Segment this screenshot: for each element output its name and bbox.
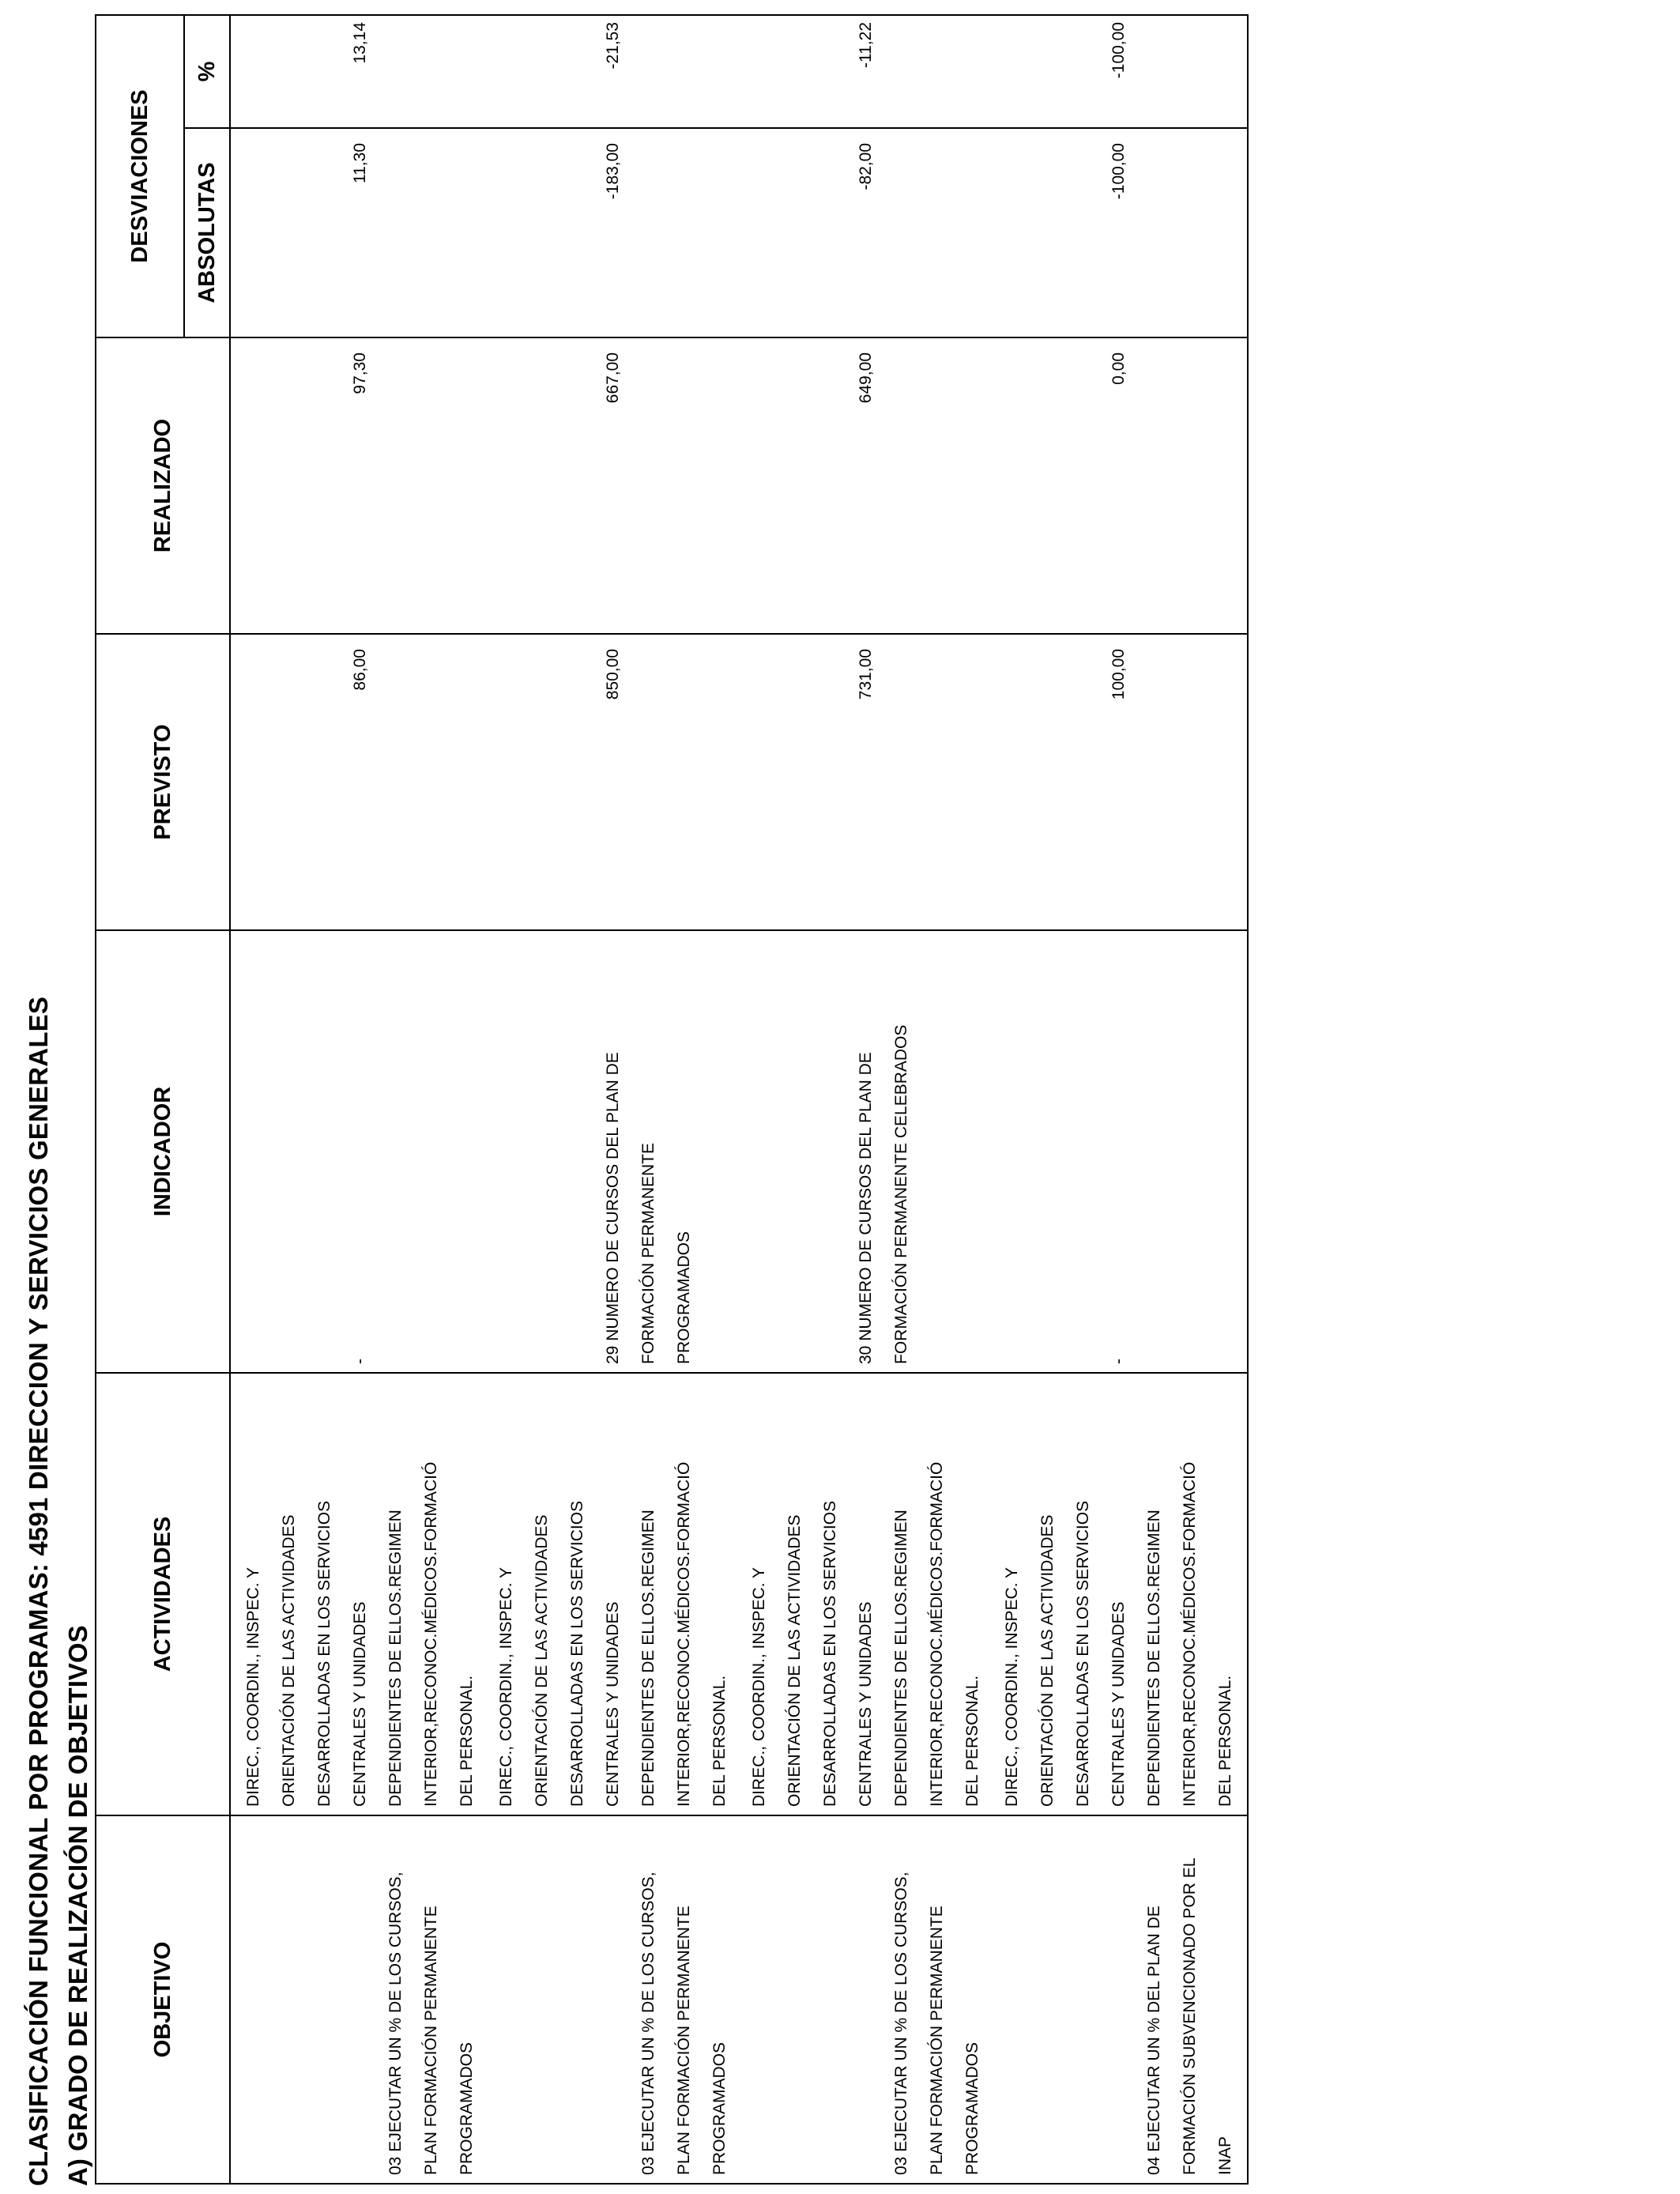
previsto-value: 100,00: [1109, 649, 1128, 700]
page-subtitle: A) GRADO DE REALIZACIÓN DE OBJETIVOS: [63, 1625, 92, 2186]
header-previsto: PREVISTO: [96, 634, 230, 930]
previsto-value: 86,00: [351, 649, 369, 691]
realizado-value: 649,00: [857, 352, 875, 404]
indicador-text: -: [1109, 1359, 1128, 1364]
actividades-text: DIREC., COORDIN., INSPEC. Y ORIENTACIÓN DE LAS ACTIVIDADES DESARROLLADAS EN LOS SERVICIOS CENTRALES Y UNIDADES DEPENDIENTES DE ELLOS.REGIMEN INTERIOR,RECONOC.MÉDICOS.FORMACIÓ DEL PERSONAL.: [1003, 1461, 1234, 1807]
realizado-value: 97,30: [351, 352, 369, 394]
objetivo-cell: [230, 1815, 1248, 2184]
actividades-text: DIREC., COORDIN., INSPEC. Y ORIENTACIÓN DE LAS ACTIVIDADES DESARROLLADAS EN LOS SERVICIOS CENTRALES Y UNIDADES DEPENDIENTES DE ELLOS.REGIMEN INTERIOR,RECONOC.MÉDICOS.FORMACIÓ DEL PERSONAL.: [244, 1461, 476, 1807]
indicador-text: -: [351, 1359, 369, 1364]
objetivo-text: 04 EJECUTAR UN % DEL PLAN DE FORMACIÓN SUBVENCIONADO POR EL INAP: [1145, 1857, 1234, 2175]
absolutas-value: -183,00: [604, 143, 622, 200]
header-absolutas: ABSOLUTAS: [184, 128, 230, 337]
header-indicador: INDICADOR: [96, 930, 230, 1373]
previsto-value: 850,00: [604, 649, 622, 700]
objetivo-text: 03 EJECUTAR UN % DE LOS CURSOS, PLAN FORMACIÓN PERMANENTE PROGRAMADOS: [892, 1872, 981, 2175]
header-desviaciones: DESVIACIONES: [96, 15, 184, 337]
actividades-text: DIREC., COORDIN., INSPEC. Y ORIENTACIÓN DE LAS ACTIVIDADES DESARROLLADAS EN LOS SERVICIOS CENTRALES Y UNIDADES DEPENDIENTES DE ELLOS.REGIMEN INTERIOR,RECONOC.MÉDICOS.FORMACIÓ DEL PERSONAL.: [497, 1461, 729, 1807]
realizado-cell: [230, 337, 1248, 634]
absolutas-cell: [230, 128, 1248, 337]
previsto-cell: [230, 634, 1248, 930]
page-title: CLASIFICACIÓN FUNCIONAL POR PROGRAMAS: 4591 DIRECCION Y SERVICIOS GENERALES: [24, 996, 53, 2186]
objectives-table: [95, 14, 1249, 2185]
porcentaje-value: -11,22: [857, 21, 875, 68]
previsto-value: 731,00: [857, 649, 875, 700]
realizado-value: 667,00: [604, 352, 622, 404]
absolutas-value: 11,30: [351, 143, 369, 183]
table-row: [230, 15, 1248, 2184]
porcentaje-value: 13,14: [351, 21, 369, 64]
indicador-text: 29 NUMERO DE CURSOS DEL PLAN DE FORMACIÓN PERMANENTE PROGRAMADOS: [604, 1052, 693, 1364]
porcentaje-value: -100,00: [1109, 21, 1128, 79]
header-objetivo: OBJETIVO: [96, 1815, 230, 2184]
header-realizado: REALIZADO: [96, 337, 230, 634]
actividades-cell: [230, 1373, 1248, 1815]
indicador-cell: [230, 930, 1248, 1373]
header-porcentaje: %: [184, 15, 230, 128]
porcentaje-cell: [230, 15, 1248, 128]
porcentaje-value: -21,53: [604, 21, 622, 70]
header-actividades: ACTIVIDADES: [96, 1373, 230, 1815]
absolutas-value: -82,00: [857, 143, 875, 190]
absolutas-value: -100,00: [1109, 143, 1128, 200]
objetivo-text: 03 EJECUTAR UN % DE LOS CURSOS, PLAN FORMACIÓN PERMANENTE PROGRAMADOS: [386, 1872, 476, 2175]
objetivo-text: 03 EJECUTAR UN % DE LOS CURSOS, PLAN FORMACIÓN PERMANENTE PROGRAMADOS: [639, 1872, 729, 2175]
realizado-value: 0,00: [1109, 352, 1128, 385]
actividades-text: DIREC., COORDIN., INSPEC. Y ORIENTACIÓN DE LAS ACTIVIDADES DESARROLLADAS EN LOS SERVICIOS CENTRALES Y UNIDADES DEPENDIENTES DE ELLOS.REGIMEN INTERIOR,RECONOC.MÉDICOS.FORMACIÓ DEL PERSONAL.: [750, 1461, 981, 1807]
indicador-text: 30 NUMERO DE CURSOS DEL PLAN DE FORMACIÓN PERMANENTE CELEBRADOS: [857, 1024, 910, 1364]
